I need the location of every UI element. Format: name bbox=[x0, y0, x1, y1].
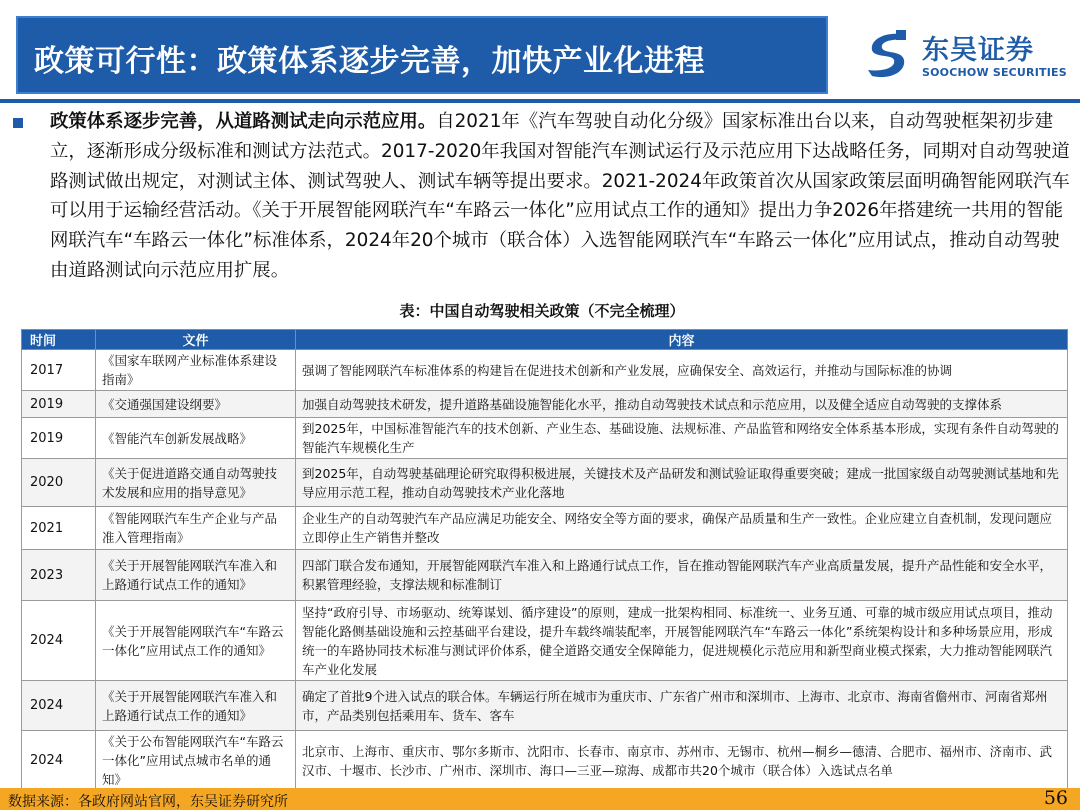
policy-table bbox=[21, 329, 1068, 791]
cell-year: 2021 bbox=[22, 507, 96, 550]
cell-year: 2017 bbox=[22, 350, 96, 391]
column-header-document: 文件 bbox=[96, 330, 296, 350]
cell-year: 2023 bbox=[22, 550, 96, 601]
column-header-content: 内容 bbox=[296, 330, 1068, 350]
page-number: 56 bbox=[1043, 787, 1068, 809]
cell-content: 加强自动驾驶技术研发，提升道路基础设施智能化水平，推动自动驾驶技术试点和示范应用，以及健全适应自动驾驶的支撑体系 bbox=[296, 391, 1068, 418]
page-title: 政策可行性：政策体系逐步完善，加快产业化进程 bbox=[34, 44, 705, 79]
title-banner bbox=[16, 16, 828, 94]
cell-year: 2019 bbox=[22, 418, 96, 459]
table-row bbox=[22, 601, 1068, 681]
cell-year: 2024 bbox=[22, 601, 96, 681]
source-note: 数据来源：各政府网站官网，东吴证券研究所 bbox=[8, 794, 288, 810]
brand-logo bbox=[862, 22, 1072, 90]
table-caption bbox=[0, 300, 1080, 321]
cell-document: 《关于开展智能网联汽车准入和上路通行试点工作的通知》 bbox=[96, 550, 296, 601]
cell-year: 2024 bbox=[22, 731, 96, 791]
cell-content: 四部门联合发布通知，开展智能网联汽车准入和上路通行试点工作，旨在推动智能网联汽车产业高质量发展，提升产品性能和安全水平，积累管理经验，支撑法规和标准制订 bbox=[296, 550, 1068, 601]
header-divider bbox=[0, 99, 1080, 103]
cell-content: 强调了智能网联汽车标准体系的构建旨在促进技术创新和产业发展，应确保安全、高效运行，并推动与国际标准的协调 bbox=[296, 350, 1068, 391]
soochow-logo-icon bbox=[862, 28, 914, 80]
cell-year: 2024 bbox=[22, 681, 96, 731]
cell-year: 2019 bbox=[22, 391, 96, 418]
cell-document: 《关于促进道路交通自动驾驶技术发展和应用的指导意见》 bbox=[96, 459, 296, 507]
table-row bbox=[22, 550, 1068, 601]
cell-document: 《关于公布智能网联汽车“车路云一体化”应用试点城市名单的通知》 bbox=[96, 731, 296, 791]
policy-table-body bbox=[22, 350, 1068, 791]
logo-english-name: SOOCHOW SECURITIES bbox=[922, 66, 1067, 79]
intro-body: 自2021年《汽车驾驶自动化分级》国家标准出台以来，自动驾驶框架初步建立，逐渐形成分级标准和测试方法范式。2017-2020年我国对智能汽车测试运行及示范应用下达战略任务，同期对自动驾驶道路测试做出规定，对测试主体、测试驾驶人、测试车辆等提出要求。2021-2024年政策首次从国家政策层面明确智能网联汽车可以用于运输经营活动。《关于开展智能网联汽车“车路云一体化”应用试点工作的通知》提出力争2026年搭建统一共用的智能网联汽车“车路云一体化”标准体系，2024年20个城市（联合体）入选智能网联汽车“车路云一体化”应用试点，推动自动驾驶由道路测试向示范应用扩展。 bbox=[50, 111, 1070, 281]
cell-content: 到2025年，自动驾驶基础理论研究取得积极进展，关键技术及产品研发和测试验证取得重要突破；建成一批国家级自动驾驶测试基地和先导应用示范工程，推动自动驾驶技术产业化落地 bbox=[296, 459, 1068, 507]
cell-document: 《智能汽车创新发展战略》 bbox=[96, 418, 296, 459]
logo-chinese-name: 东吴证券 bbox=[922, 35, 1034, 66]
table-row bbox=[22, 418, 1068, 459]
cell-document: 《交通强国建设纲要》 bbox=[96, 391, 296, 418]
cell-content: 企业生产的自动驾驶汽车产品应满足功能安全、网络安全等方面的要求，确保产品质量和生产一致性。企业应建立自查机制，发现问题应立即停止生产销售并整改 bbox=[296, 507, 1068, 550]
table-row bbox=[22, 731, 1068, 791]
table-row bbox=[22, 350, 1068, 391]
table-row bbox=[22, 391, 1068, 418]
table-row bbox=[22, 681, 1068, 731]
cell-content: 坚持“政府引导、市场驱动、统筹谋划、循序建设”的原则，建成一批架构相同、标准统一、业务互通、可靠的城市级应用试点项目，推动智能化路侧基础设施和云控基础平台建设，提升车载终端装配率，开展智能网联汽车“车路云一体化”系统架构设计和多种场景应用，形成统一的车路协同技术标准与测试评价体系，健全道路交通安全保障能力，促进规模化示范应用和新型商业模式探索，大力推动智能网联汽车产业化发展 bbox=[296, 601, 1068, 681]
cell-document: 《国家车联网产业标准体系建设指南》 bbox=[96, 350, 296, 391]
column-header-year: 时间 bbox=[22, 330, 96, 350]
cell-year: 2020 bbox=[22, 459, 96, 507]
cell-content: 北京市、上海市、重庆市、鄂尔多斯市、沈阳市、长春市、南京市、苏州市、无锡市、杭州—桐乡—德清、合肥市、福州市、济南市、武汉市、十堰市、长沙市、广州市、深圳市、海口—三亚—琼海、成都市共20个城市（联合体）入选试点名单 bbox=[296, 731, 1068, 791]
cell-content: 确定了首批9个进入试点的联合体。车辆运行所在城市为重庆市、广东省广州市和深圳市、上海市、北京市、海南省儋州市、河南省郑州市，产品类别包括乘用车、货车、客车 bbox=[296, 681, 1068, 731]
cell-document: 《关于开展智能网联汽车“车路云一体化”应用试点工作的通知》 bbox=[96, 601, 296, 681]
cell-document: 《关于开展智能网联汽车准入和上路通行试点工作的通知》 bbox=[96, 681, 296, 731]
table-row bbox=[22, 507, 1068, 550]
intro-lead: 政策体系逐步完善，从道路测试走向示范应用。 bbox=[50, 111, 437, 132]
table-caption-text: 表：中国自动驾驶相关政策（不完全梳理） bbox=[399, 302, 685, 320]
table-header-row bbox=[22, 330, 1068, 350]
intro-paragraph bbox=[50, 107, 1072, 286]
cell-content: 到2025年，中国标准智能汽车的技术创新、产业生态、基础设施、法规标准、产品监管和网络安全体系基本形成，实现有条件自动驾驶的智能汽车规模化生产 bbox=[296, 418, 1068, 459]
table-row bbox=[22, 459, 1068, 507]
bullet-square-icon bbox=[13, 118, 23, 128]
cell-document: 《智能网联汽车生产企业与产品准入管理指南》 bbox=[96, 507, 296, 550]
